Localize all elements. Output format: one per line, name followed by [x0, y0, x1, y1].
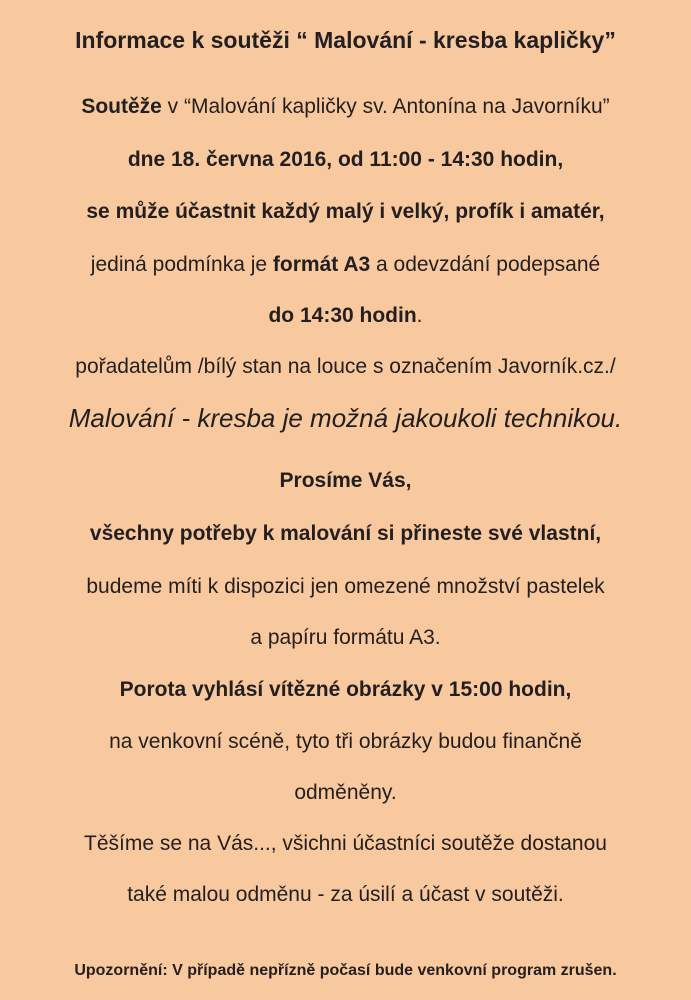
line-date: dne 18. června 2016, od 11:00 - 14:30 hodin, — [127, 148, 564, 171]
line-small-reward: také malou odměnu - za úsilí a účast v soutěži. — [127, 883, 564, 906]
line-participants: se může účastnit každý malý i velký, profík i amatér, — [86, 200, 605, 223]
line-competition — [0, 93, 691, 121]
line-please: Prosíme Vás, — [279, 469, 412, 492]
line-organizers: pořadatelům /bílý stan na louce s označením Javorník.cz./ — [75, 355, 616, 378]
line-rewarded: odměněny. — [294, 781, 397, 804]
line-jury: Porota vyhlásí vítězné obrázky v 15:00 hodin, — [119, 678, 572, 701]
line-technique: Malování - kresba je možná jakoukoli technikou. — [68, 403, 623, 433]
line-supplies: všechny potřeby k malování si přineste své vlastní, — [89, 522, 602, 545]
competition-name: v “Malování kapličky sv. Antonína na Javorníku” — [161, 95, 610, 118]
submission-text: a odevzdání podepsané — [370, 253, 601, 276]
competition-word: Soutěže — [81, 95, 162, 118]
line-condition — [0, 251, 691, 279]
line-deadline — [0, 302, 691, 330]
line-paper: a papíru formátu A3. — [250, 626, 441, 649]
notice-label: Upozornění: — [74, 962, 168, 979]
condition-text: jediná podmínka je — [90, 253, 273, 276]
deadline-time: do 14:30 hodin — [268, 304, 417, 327]
notice-text: V případě nepřízně počasí bude venkovní program zrušen. — [167, 962, 617, 979]
line-stage: na venkovní scéně, tyto tři obrázky budou finančně — [109, 730, 582, 753]
format-a3: formát A3 — [272, 253, 371, 276]
flyer-title: Informace k soutěži “ Malování - kresba kapličky” — [75, 27, 616, 53]
weather-notice — [0, 957, 691, 985]
deadline-dot: . — [416, 304, 423, 327]
line-crayons: budeme míti k dispozici jen omezené množství pastelek — [86, 575, 605, 598]
line-looking-forward: Těšíme se na Vás..., všichni účastníci soutěže dostanou — [84, 832, 607, 855]
